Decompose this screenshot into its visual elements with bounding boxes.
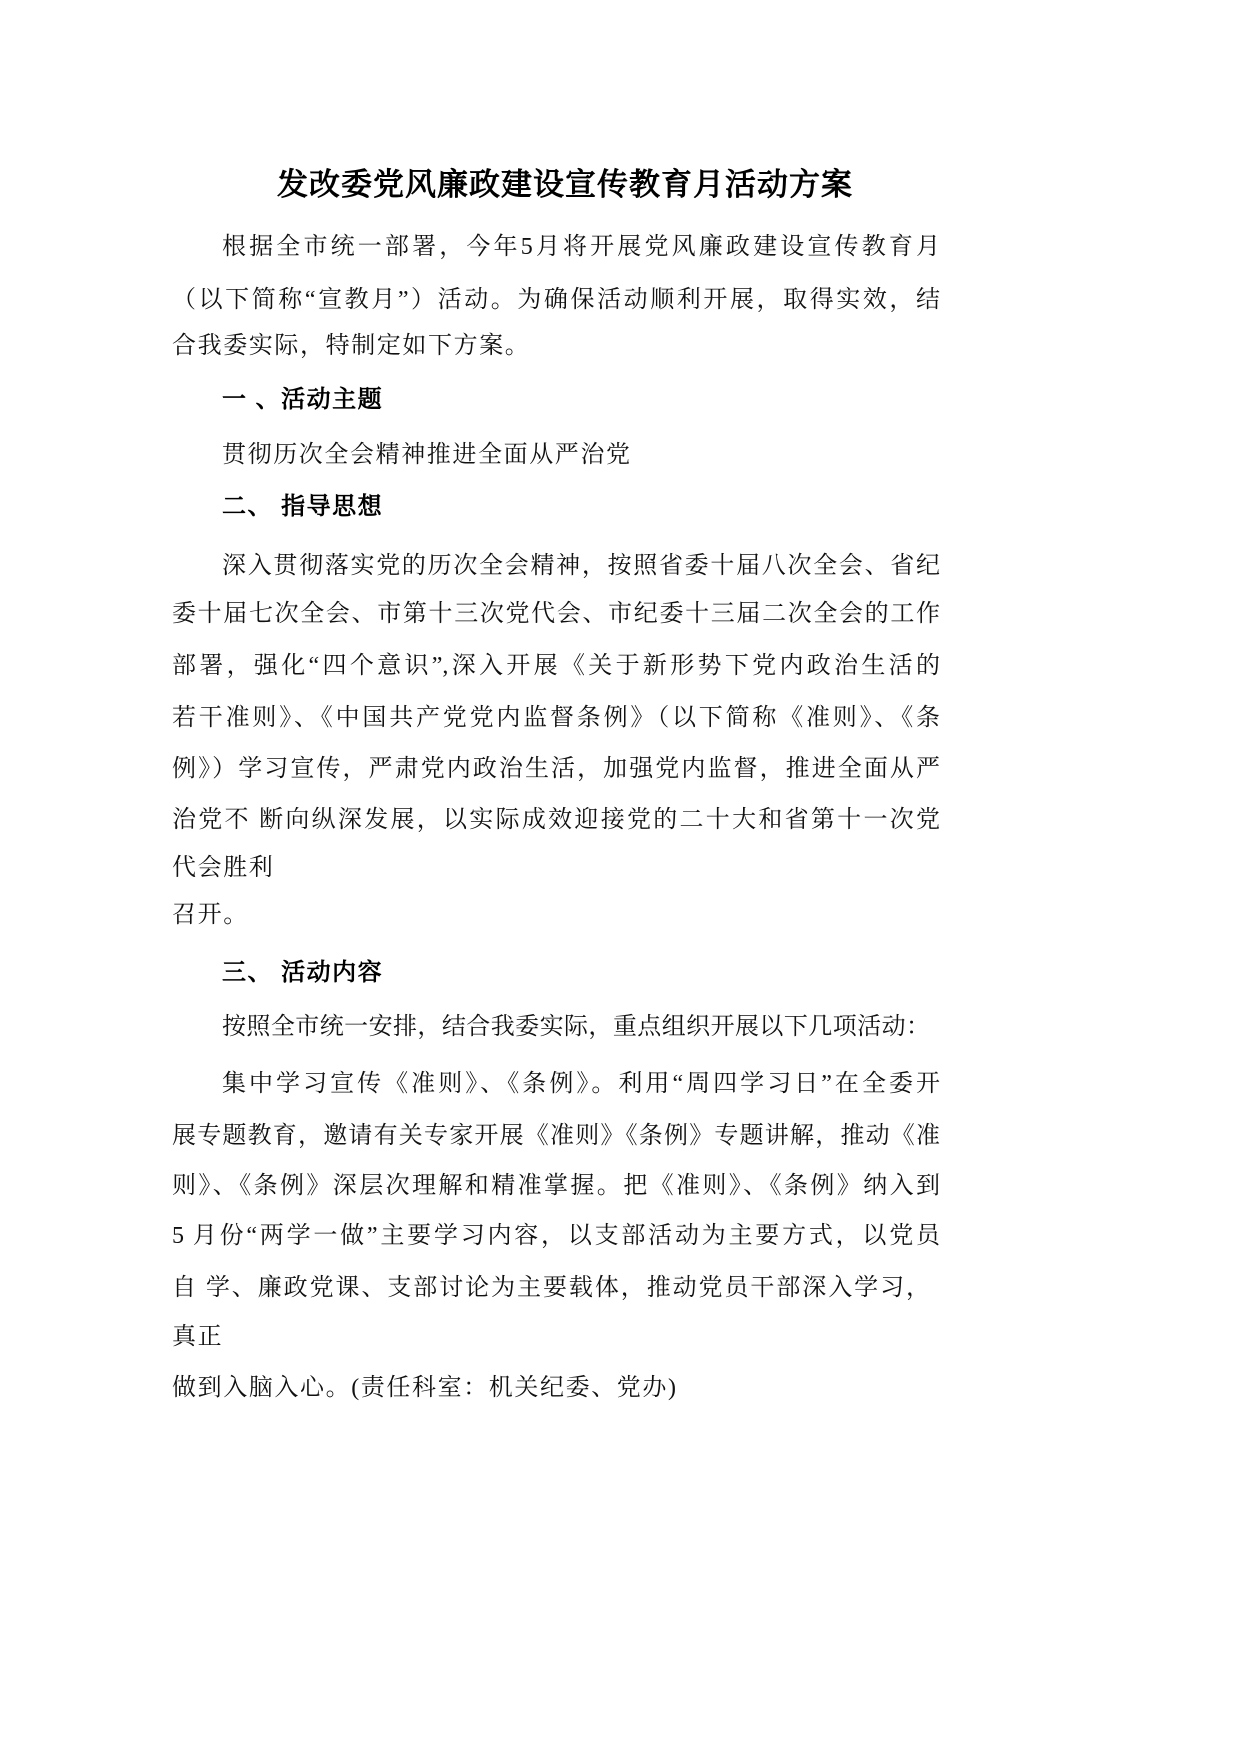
paragraph-line: 按照全市统一安排，结合我委实际，重点组织开展以下几项活动： <box>222 1014 930 1040</box>
paragraph-line: 代会胜利 <box>172 855 275 881</box>
document-title: 发改委党风廉政建设宣传教育月活动方案 <box>277 167 853 202</box>
paragraph-line: 例》）学习宣传，严肃党内政治生活，加强党内监督，推进全面从严 <box>172 756 940 782</box>
paragraph-line: 展专题教育，邀请有关专家开展《准则》《条例》专题讲解，推动《准 <box>172 1123 940 1149</box>
paragraph-line: 集中学习宣传《准则》、《条例》。利用“周四学习日”在全委开 <box>222 1071 940 1097</box>
paragraph-line: 根据全市统一部署，今年5月将开展党风廉政建设宣传教育月 <box>222 234 940 260</box>
paragraph-line: 深入贯彻落实党的历次全会精神，按照省委十届八次全会、省纪 <box>222 553 940 579</box>
paragraph-line: 5 月份“两学一做”主要学习内容，以支部活动为主要方式，以党员 <box>172 1223 940 1249</box>
paragraph-line: 真正 <box>172 1324 224 1350</box>
paragraph-line: 若干准则》、《中国共产党党内监督条例》（以下简称《准则》、《条 <box>172 705 940 731</box>
paragraph-line: 治党不 断向纵深发展，以实际成效迎接党的二十大和省第十一次党 <box>172 807 940 833</box>
paragraph-line: 贯彻历次全会精神推进全面从严治党 <box>222 442 632 468</box>
paragraph-line: 做到入脑入心。(责任科室：机关纪委、党办) <box>172 1375 678 1401</box>
paragraph-line: 则》、《条例》深层次理解和精准掌握。把《准则》、《条例》纳入到 <box>172 1173 940 1199</box>
section-heading: 三、 活动内容 <box>222 959 384 986</box>
section-heading: 二、 指导思想 <box>222 493 384 520</box>
paragraph-line: 委十届七次全会、市第十三次党代会、市纪委十三届二次全会的工作 <box>172 601 940 627</box>
section-heading: 一 、活动主题 <box>222 386 384 413</box>
paragraph-line: 召开。 <box>172 902 249 928</box>
paragraph-line: 部署，强化“四个意识”,深入开展《关于新形势下党内政治生活的 <box>172 653 940 679</box>
paragraph-line: 合我委实际，特制定如下方案。 <box>172 333 531 359</box>
paragraph-line: 自 学、廉政党课、支部讨论为主要载体，推动党员干部深入学习， <box>172 1275 930 1301</box>
paragraph-line: （以下简称“宣教月”）活动。为确保活动顺利开展，取得实效，结 <box>172 287 940 313</box>
